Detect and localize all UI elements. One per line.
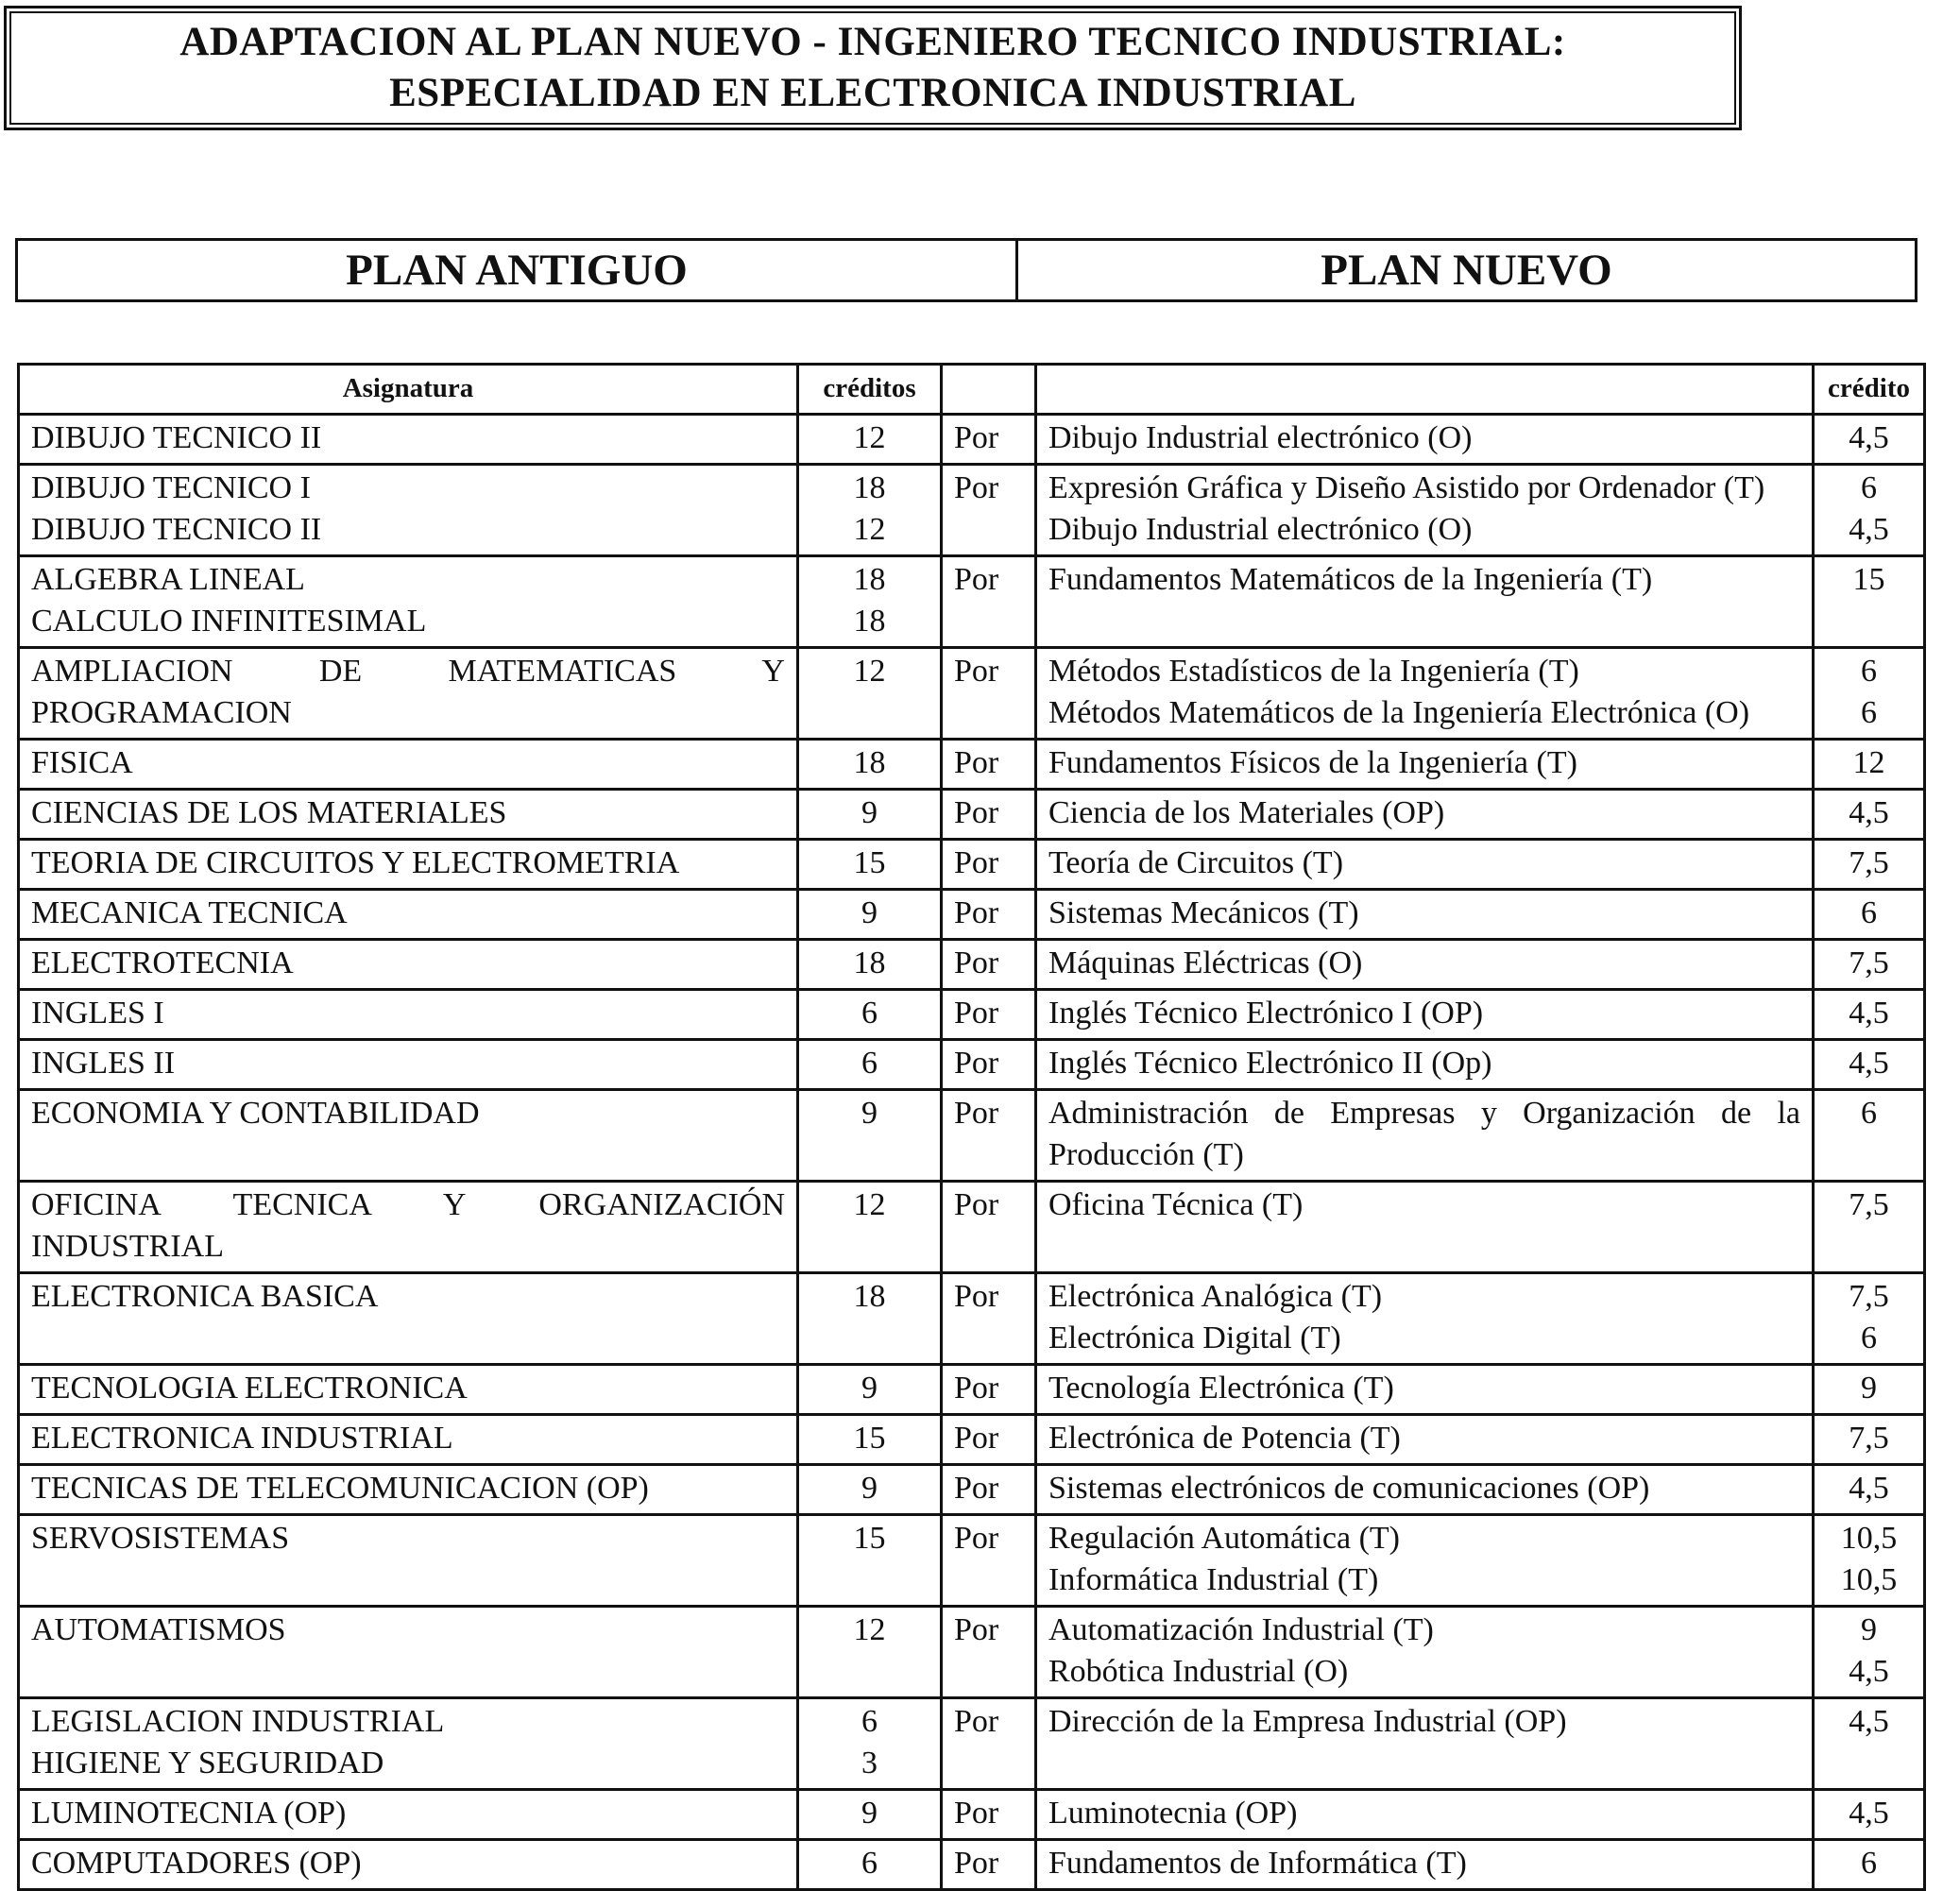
new-subject [1036,940,1814,990]
adaptation-table [17,363,1926,1891]
new-credits-line: 7,5 [1849,1187,1889,1222]
new-subject [1036,1182,1814,1273]
table-row [19,556,1925,648]
por-label: Por [942,1273,1036,1365]
table-row [19,465,1925,556]
old-credits-line: 9 [861,1371,878,1405]
old-subject-line: FISICA [31,745,133,780]
old-subject [19,1365,798,1415]
old-subject-line: ALGEBRA LINEAL [31,562,305,597]
new-subject-line: Teoría de Circuitos (T) [1048,845,1344,880]
old-subject-line: CALCULO INFINITESIMAL [31,604,427,639]
old-credits-line: 9 [861,1096,878,1131]
new-credits [1814,1515,1925,1607]
new-credits [1814,1365,1925,1415]
old-subject-line: LEGISLACION INDUSTRIAL [31,1704,445,1739]
new-subject-line: Luminotecnia (OP) [1048,1796,1298,1831]
por-label: Por [942,790,1036,840]
new-credits-line: 10,5 [1840,1562,1898,1597]
new-credits [1814,890,1925,940]
old-subject-line: TECNOLOGIA ELECTRONICA [31,1371,468,1405]
table-row [19,1607,1925,1698]
new-credits-line: 9 [1861,1371,1877,1405]
new-subject-line: Inglés Técnico Electrónico II (Op) [1048,1046,1492,1081]
new-subject-line: Regulación Automática (T) [1048,1521,1400,1556]
new-subject [1036,648,1814,740]
por-label: Por [942,1365,1036,1415]
new-credits-line: 4,5 [1849,1796,1889,1831]
old-subject [19,940,798,990]
old-subject-line: MECANICA TECNICA [31,895,348,930]
table-row [19,415,1925,465]
new-credits-line: 12 [1852,745,1885,780]
por-label: Por [942,1182,1036,1273]
new-credits [1814,1090,1925,1182]
old-credits [798,790,942,840]
new-credits-line: 7,5 [1849,1421,1889,1456]
new-subject [1036,1790,1814,1840]
old-subject-line: LUMINOTECNIA (OP) [31,1796,347,1831]
old-subject [19,648,798,740]
new-subject-line: Administración de Empresas y Organización de la Producción (T) [1048,1096,1800,1172]
por-label: Por [942,1698,1036,1790]
old-credits [798,465,942,556]
old-credits-line: 6 [861,1846,878,1881]
old-subject [19,1273,798,1365]
old-credits-line: 18 [853,745,886,780]
old-subject [19,1182,798,1273]
old-credits-line: 6 [861,996,878,1031]
table-row [19,940,1925,990]
new-subject [1036,1273,1814,1365]
table-row [19,1790,1925,1840]
por-label: Por [942,1607,1036,1698]
plan-header [15,238,1917,302]
new-subject-line: Dibujo Industrial electrónico (O) [1048,512,1473,547]
new-credits-line: 4,5 [1849,1471,1889,1506]
new-subject-line: Dirección de la Empresa Industrial (OP) [1048,1704,1567,1739]
new-credits-line: 6 [1861,1096,1877,1131]
new-subject [1036,1840,1814,1890]
old-subject [19,465,798,556]
por-label: Por [942,1790,1036,1840]
old-subject-line: DIBUJO TECNICO II [31,512,322,547]
old-credits-line: 12 [853,512,886,547]
new-credits [1814,840,1925,890]
new-subject [1036,1698,1814,1790]
old-credits [798,1040,942,1090]
old-credits [798,556,942,648]
new-subject-line: Ciencia de los Materiales (OP) [1048,795,1445,830]
new-credits-line: 7,5 [1849,1279,1889,1314]
table-row [19,1182,1925,1273]
new-credits-line: 4,5 [1849,512,1889,547]
old-credits-line: 18 [853,562,886,597]
new-subject-line: Fundamentos Físicos de la Ingeniería (T) [1048,745,1577,780]
col-credito: crédito [1814,365,1925,415]
new-subject [1036,1090,1814,1182]
table-row [19,740,1925,790]
new-credits-line: 4,5 [1849,996,1889,1031]
plan-antiguo-heading: PLAN ANTIGUO [18,241,1018,299]
table-row [19,1698,1925,1790]
new-subject [1036,1365,1814,1415]
old-credits [798,1465,942,1515]
old-credits-line: 15 [853,845,886,880]
old-subject-line: HIGIENE Y SEGURIDAD [31,1746,384,1780]
table-row [19,1515,1925,1607]
old-credits [798,740,942,790]
old-subject [19,415,798,465]
new-credits-line: 4,5 [1849,1704,1889,1739]
new-credits [1814,1273,1925,1365]
old-credits-line: 9 [861,1471,878,1506]
new-credits-line: 10,5 [1840,1521,1898,1556]
col-asignatura: Asignatura [19,365,798,415]
document-title [4,6,1742,130]
old-subject-line: COMPUTADORES (OP) [31,1846,362,1881]
old-credits [798,1182,942,1273]
new-subject [1036,465,1814,556]
old-credits [798,940,942,990]
por-label: Por [942,1415,1036,1465]
new-credits [1814,1790,1925,1840]
new-credits [1814,1840,1925,1890]
table-body [19,415,1925,1890]
new-subject [1036,556,1814,648]
old-subject [19,1698,798,1790]
col-nuevo [1036,365,1814,415]
new-credits [1814,1182,1925,1273]
old-subject-line: ELECTROTECNIA [31,946,294,980]
old-subject-line: DIBUJO TECNICO II [31,420,322,455]
old-credits-line: 12 [853,1612,886,1647]
new-credits-line: 4,5 [1849,1046,1889,1081]
old-subject [19,1040,798,1090]
table-row [19,1465,1925,1515]
new-subject [1036,840,1814,890]
new-subject-line: Oficina Técnica (T) [1048,1187,1304,1222]
old-credits [798,415,942,465]
new-subject-line: Informática Industrial (T) [1048,1562,1379,1597]
old-credits-line: 9 [861,1796,878,1831]
por-label: Por [942,556,1036,648]
old-credits-line: 15 [853,1421,886,1456]
old-subject [19,1515,798,1607]
old-subject-line: AUTOMATISMOS [31,1612,286,1647]
por-label: Por [942,990,1036,1040]
old-credits-line: 18 [853,470,886,505]
title-line-2: ESPECIALIDAD EN ELECTRONICA INDUSTRIAL [389,71,1356,115]
por-label: Por [942,940,1036,990]
new-credits [1814,940,1925,990]
old-subject [19,890,798,940]
new-subject-line: Sistemas Mecánicos (T) [1048,895,1359,930]
new-subject-line: Máquinas Eléctricas (O) [1048,946,1363,980]
new-credits [1814,1465,1925,1515]
table-row [19,790,1925,840]
plan-nuevo-heading: PLAN NUEVO [1321,246,1612,295]
old-subject-line: CIENCIAS DE LOS MATERIALES [31,795,507,830]
por-label: Por [942,648,1036,740]
new-credits-line: 4,5 [1849,420,1889,455]
new-subject [1036,990,1814,1040]
old-subject [19,1790,798,1840]
new-subject-line: Tecnología Electrónica (T) [1048,1371,1394,1405]
old-subject [19,840,798,890]
old-subject-line: ELECTRONICA BASICA [31,1279,379,1314]
new-credits-line: 7,5 [1849,845,1889,880]
new-subject [1036,1465,1814,1515]
new-subject [1036,890,1814,940]
old-credits [798,1515,942,1607]
por-label: Por [942,415,1036,465]
table-header-row [19,365,1925,415]
new-subject [1036,740,1814,790]
old-credits-line: 9 [861,895,878,930]
new-credits [1814,415,1925,465]
new-credits-line: 6 [1861,470,1877,505]
new-subject-line: Robótica Industrial (O) [1048,1654,1349,1689]
old-credits-line: 18 [853,1279,886,1314]
new-subject-line: Automatización Industrial (T) [1048,1612,1434,1647]
por-label: Por [942,1090,1036,1182]
old-credits-line: 18 [853,946,886,980]
por-label: Por [942,890,1036,940]
old-subject [19,1607,798,1698]
old-subject-line: INGLES II [31,1046,176,1081]
old-subject [19,990,798,1040]
table-row [19,1415,1925,1465]
new-credits [1814,990,1925,1040]
new-subject [1036,790,1814,840]
new-subject-line: Electrónica Digital (T) [1048,1320,1341,1355]
por-label: Por [942,740,1036,790]
old-credits-line: 12 [853,420,886,455]
old-credits [798,990,942,1040]
new-credits-line: 6 [1861,1846,1877,1881]
por-label: Por [942,1515,1036,1607]
old-credits [798,648,942,740]
new-subject-line: Expresión Gráfica y Diseño Asistido por Ordenador (T) [1048,470,1765,505]
new-credits-line: 4,5 [1849,1654,1889,1689]
old-subject [19,1090,798,1182]
old-credits [798,840,942,890]
new-credits [1814,790,1925,840]
old-subject [19,556,798,648]
col-por [942,365,1036,415]
new-subject-line: Métodos Matemáticos de la Ingeniería Electrónica (O) [1048,695,1750,730]
old-credits-line: 18 [853,604,886,639]
new-credits [1814,740,1925,790]
old-subject-line: ECONOMIA Y CONTABILIDAD [31,1096,480,1131]
old-subject-line: TECNICAS DE TELECOMUNICACION (OP) [31,1471,649,1506]
old-credits-line: 6 [861,1704,878,1739]
new-subject-line: Electrónica Analógica (T) [1048,1279,1383,1314]
old-subject [19,1415,798,1465]
por-label: Por [942,1465,1036,1515]
title-line-1: ADAPTACION AL PLAN NUEVO - INGENIERO TECNICO INDUSTRIAL: [179,20,1566,64]
old-subject-line: SERVOSISTEMAS [31,1521,290,1556]
new-subject [1036,1607,1814,1698]
old-subject-line: TEORIA DE CIRCUITOS Y ELECTROMETRIA [31,845,680,880]
old-credits-line: 9 [861,795,878,830]
new-subject-line: Fundamentos Matemáticos de la Ingeniería (T) [1048,562,1653,597]
new-credits [1814,465,1925,556]
new-credits-line: 6 [1861,654,1877,689]
new-subject-line: Electrónica de Potencia (T) [1048,1421,1401,1456]
old-subject [19,790,798,840]
por-label: Por [942,1040,1036,1090]
old-credits [798,1790,942,1840]
por-label: Por [942,1840,1036,1890]
old-subject [19,1840,798,1890]
table-row [19,990,1925,1040]
old-subject-line: OFICINA TECNICA Y ORGANIZACIÓN INDUSTRIAL [31,1187,785,1264]
old-credits [798,1273,942,1365]
table-row [19,890,1925,940]
old-credits [798,1365,942,1415]
old-credits [798,890,942,940]
old-subject-line: ELECTRONICA INDUSTRIAL [31,1421,453,1456]
table-row [19,1090,1925,1182]
old-credits [798,1607,942,1698]
por-label: Por [942,465,1036,556]
new-credits-line: 6 [1861,895,1877,930]
old-credits [798,1090,942,1182]
new-subject-line: Inglés Técnico Electrónico I (OP) [1048,996,1484,1031]
new-subject-line: Sistemas electrónicos de comunicaciones (OP) [1048,1471,1650,1506]
por-label: Por [942,840,1036,890]
table-row [19,1840,1925,1890]
new-credits [1814,1607,1925,1698]
new-credits-line: 7,5 [1849,946,1889,980]
new-subject-line: Dibujo Industrial electrónico (O) [1048,420,1473,455]
new-credits [1814,648,1925,740]
old-subject-line: AMPLIACION DE MATEMATICAS Y PROGRAMACION [31,654,785,730]
old-credits-line: 15 [853,1521,886,1556]
new-credits [1814,556,1925,648]
new-subject-line: Métodos Estadísticos de la Ingeniería (T) [1048,654,1579,689]
new-credits-line: 4,5 [1849,795,1889,830]
old-subject-line: INGLES I [31,996,164,1031]
new-subject [1036,1415,1814,1465]
col-creditos: créditos [798,365,942,415]
new-subject [1036,1040,1814,1090]
table-row [19,648,1925,740]
old-credits-line: 3 [861,1746,878,1780]
new-credits-line: 6 [1861,1320,1877,1355]
old-credits-line: 12 [853,1187,886,1222]
old-credits [798,1840,942,1890]
old-subject [19,1465,798,1515]
new-credits-line: 15 [1852,562,1885,597]
old-subject [19,740,798,790]
new-credits [1814,1040,1925,1090]
old-credits-line: 6 [861,1046,878,1081]
old-credits [798,1698,942,1790]
table-row [19,840,1925,890]
table-row [19,1040,1925,1090]
table-row [19,1273,1925,1365]
new-subject [1036,415,1814,465]
new-credits [1814,1698,1925,1790]
old-credits-line: 12 [853,654,886,689]
new-subject-line: Fundamentos de Informática (T) [1048,1846,1467,1881]
new-credits-line: 6 [1861,695,1877,730]
new-credits [1814,1415,1925,1465]
new-credits-line: 9 [1861,1612,1877,1647]
old-subject-line: DIBUJO TECNICO I [31,470,311,505]
old-credits [798,1415,942,1465]
table-row [19,1365,1925,1415]
new-subject [1036,1515,1814,1607]
